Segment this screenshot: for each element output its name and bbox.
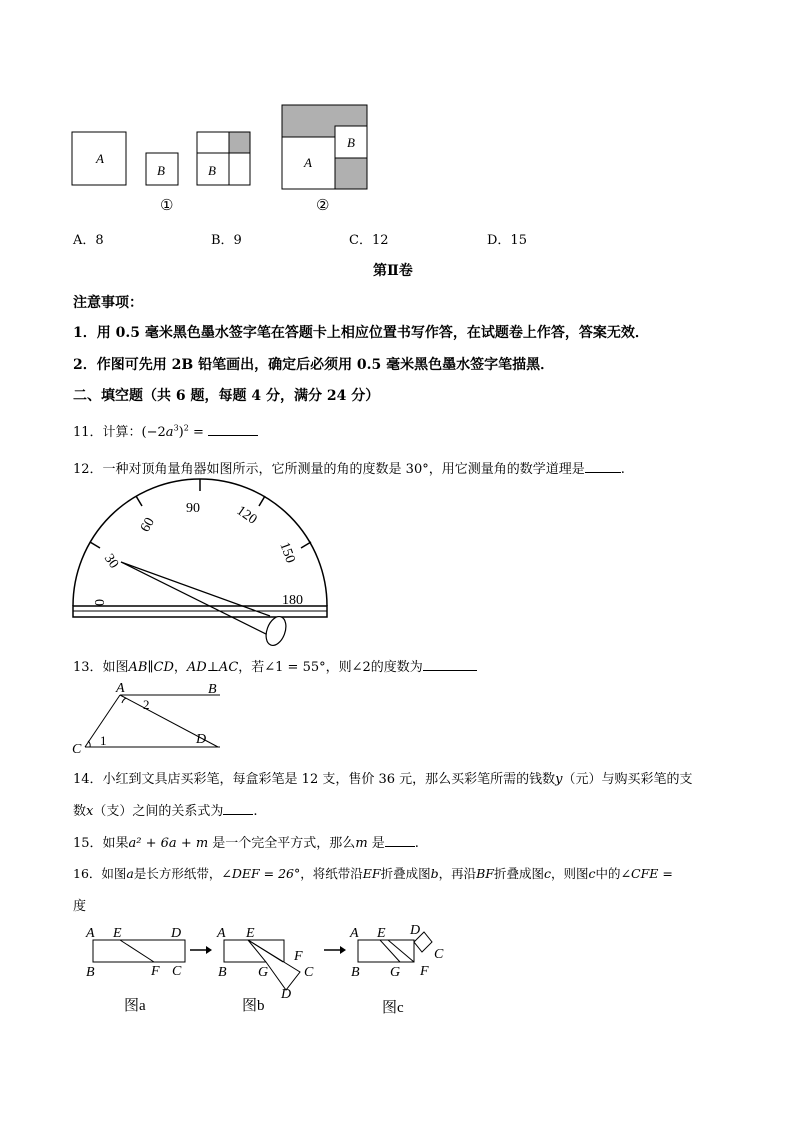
q15: 15．如果a² + 6a + m 是一个完全平方式，那么m 是 .	[73, 836, 419, 851]
q16-figures	[78, 920, 458, 1020]
svg-text:B: B	[218, 965, 227, 980]
q15-answer-blank[interactable]	[385, 834, 415, 847]
svg-text:B: B	[208, 682, 217, 697]
q11-answer-blank[interactable]	[208, 423, 258, 436]
svg-text:F: F	[151, 964, 160, 979]
svg-text:E: E	[377, 926, 386, 941]
svg-text:C: C	[172, 964, 182, 979]
tick-120: 120	[233, 503, 260, 528]
square-b-label: B	[157, 163, 165, 178]
q13-figure	[70, 677, 240, 757]
tick-150: 150	[276, 540, 298, 566]
q11: 11．计算：$(-2a^3)^2$ =	[73, 421, 258, 440]
svg-text:D: D	[196, 732, 207, 747]
svg-text:F: F	[294, 949, 303, 964]
q16-line1: 16．如图a是长方形纸带，∠DEF = 26°，将纸带沿EF折叠成图b，再沿BF折叠成图c，则图c中的∠CFE =	[73, 866, 673, 881]
figure-2-label: ②	[316, 198, 330, 214]
q14-line2: 数x（支）之间的关系式为 .	[73, 804, 258, 819]
svg-text:A: A	[116, 681, 125, 696]
svg-text:图a: 图a	[124, 998, 146, 1014]
tick-90: 90	[186, 501, 200, 516]
tick-30: 30	[100, 551, 122, 572]
svg-text:E: E	[113, 926, 122, 941]
svg-text:G: G	[258, 965, 269, 980]
section-title: 第Ⅱ卷	[373, 263, 413, 279]
square-a-label: A	[96, 151, 104, 166]
svg-text:F: F	[420, 964, 429, 979]
svg-text:D: D	[281, 987, 292, 1002]
option-c: C．12	[349, 233, 389, 248]
tick-60: 60	[137, 515, 158, 535]
svg-text:A: A	[350, 926, 359, 941]
svg-text:A: A	[304, 155, 312, 170]
svg-text:B: B	[347, 135, 355, 150]
notice-item-1: 1．用 0.5 毫米黑色墨水签字笔在答题卡上相应位置书写作答，在试题卷上作答，答案无效．	[73, 325, 649, 341]
q14-line1: 14．小红到文具店买彩笔，每盒彩笔是 12 支，售价 36 元，那么买彩笔所需的钱数y（元）与购买彩笔的支	[73, 772, 693, 787]
squares-figure	[60, 95, 390, 220]
tick-0: 0	[93, 599, 108, 606]
option-b: B．9	[211, 233, 242, 248]
option-d: D．15	[487, 233, 527, 248]
q16-line2: 度	[73, 899, 87, 914]
svg-text:2: 2	[143, 697, 150, 712]
q14-answer-blank[interactable]	[223, 802, 253, 815]
svg-text:C: C	[434, 947, 444, 962]
svg-text:D: D	[410, 923, 421, 938]
svg-text:A: A	[86, 926, 95, 941]
q13-answer-blank[interactable]	[423, 658, 477, 671]
option-a: A．8	[73, 233, 104, 248]
svg-text:E: E	[246, 926, 255, 941]
svg-text:B: B	[86, 965, 95, 980]
figure-1-label: ①	[160, 198, 174, 214]
svg-text:图b: 图b	[242, 998, 265, 1014]
svg-text:G: G	[390, 965, 401, 980]
q12-answer-blank[interactable]	[585, 460, 621, 473]
svg-text:D: D	[171, 926, 182, 941]
protractor-figure	[60, 476, 340, 656]
tick-180: 180	[282, 593, 303, 608]
svg-text:B: B	[208, 163, 216, 178]
q13: 13．如图AB∥CD，AD⊥AC，若∠1 = 55°，则∠2的度数为	[73, 656, 477, 675]
notice-item-2: 2．作图可先用 2B 铅笔画出，确定后必须用 0.5 毫米黑色墨水签字笔描黑．	[73, 357, 555, 373]
svg-text:图c: 图c	[382, 1000, 404, 1016]
svg-text:C: C	[304, 965, 314, 980]
svg-text:C: C	[72, 742, 82, 757]
notice-heading: 注意事项：	[73, 295, 143, 311]
svg-text:1: 1	[100, 733, 107, 748]
svg-text:A: A	[217, 926, 226, 941]
part-heading: 二、填空题（共 6 题，每题 4 分，满分 24 分）	[73, 388, 380, 404]
svg-text:B: B	[351, 965, 360, 980]
q12: 12．一种对顶角量角器如图所示，它所测量的角的度数是 30°，用它测量角的数学道理是 .	[73, 462, 625, 477]
